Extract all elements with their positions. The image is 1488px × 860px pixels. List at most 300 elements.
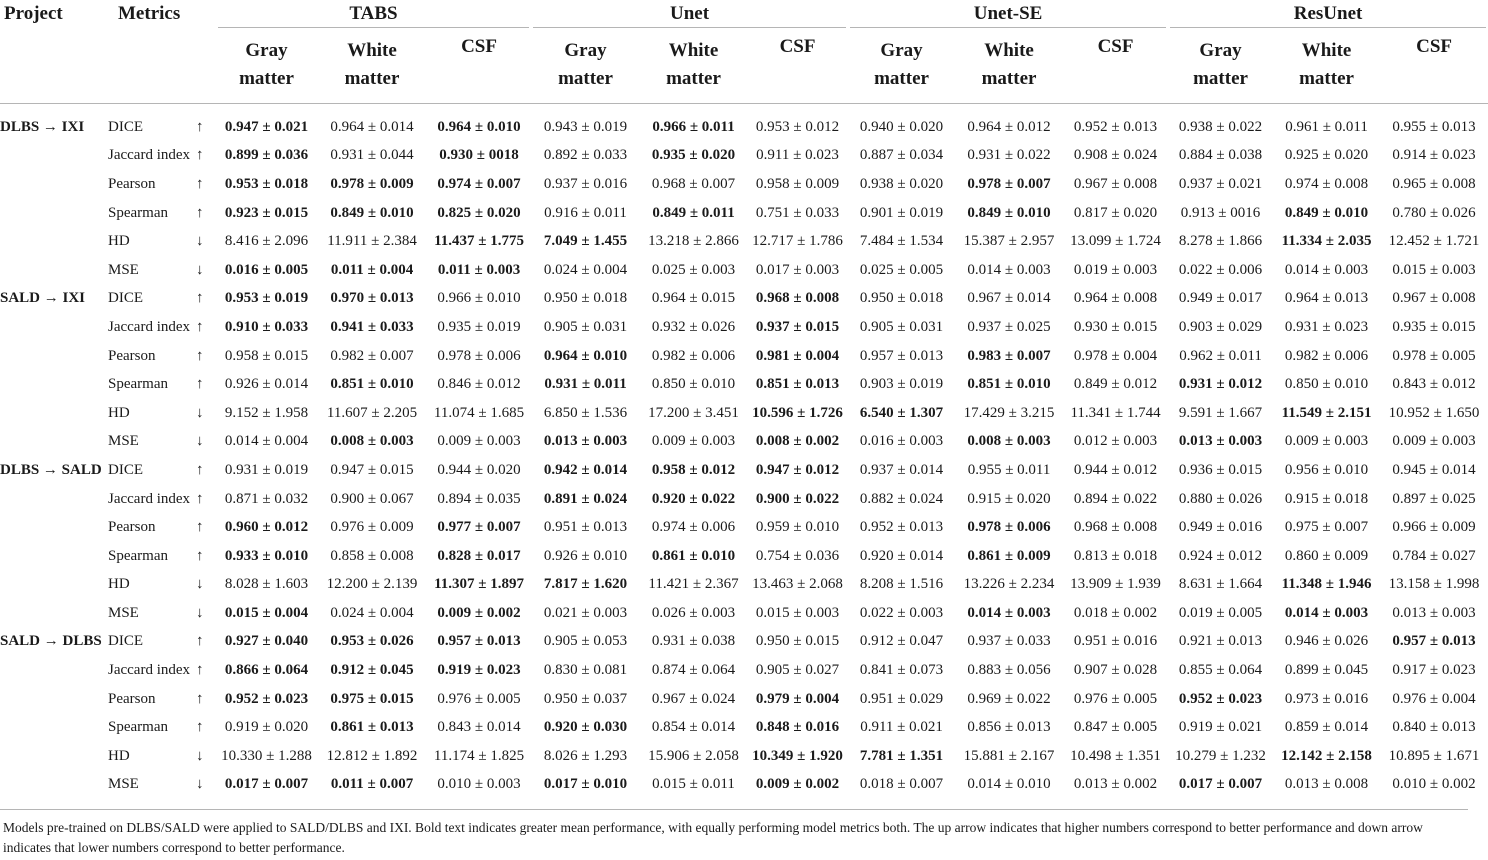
value-cell: 0.976 ± 0.005 bbox=[1073, 690, 1158, 707]
value-cell: 0.935 ± 0.019 bbox=[437, 318, 521, 335]
metric-cell: Pearson bbox=[108, 175, 156, 192]
arrow-up-icon: ↑ bbox=[196, 290, 204, 307]
value-cell: 10.895 ± 1.671 bbox=[1388, 747, 1480, 764]
project-cell: DLBS → SALD bbox=[0, 461, 102, 478]
value-cell: 12.717 ± 1.786 bbox=[752, 233, 843, 250]
arrow-down-icon: ↓ bbox=[196, 261, 204, 278]
header-subcolumn-line1: CSF bbox=[461, 36, 497, 57]
value-cell: 0.978 ± 0.004 bbox=[1073, 347, 1158, 364]
value-cell: 0.933 ± 0.010 bbox=[224, 547, 309, 564]
value-cell: 0.920 ± 0.022 bbox=[651, 490, 736, 507]
value-cell: 0.907 ± 0.028 bbox=[1073, 662, 1158, 679]
value-cell: 0.950 ± 0.037 bbox=[543, 690, 628, 707]
value-cell: 0.013 ± 0.003 bbox=[1178, 433, 1263, 450]
value-cell: 0.932 ± 0.026 bbox=[651, 318, 736, 335]
project-cell bbox=[0, 170, 108, 199]
value-cell: 0.851 ± 0.010 bbox=[330, 376, 414, 393]
value-cell: 0.970 ± 0.013 bbox=[330, 290, 414, 307]
value-cell: 0.931 ± 0.011 bbox=[544, 376, 627, 393]
value-cell: 0.913 ± 0016 bbox=[1180, 204, 1261, 221]
value-cell: 0.014 ± 0.003 bbox=[967, 261, 1051, 278]
value-cell: 0.017 ± 0.007 bbox=[1178, 776, 1263, 793]
value-cell: 0.026 ± 0.003 bbox=[651, 604, 736, 621]
header-subcolumn-line1: White bbox=[984, 40, 1034, 62]
value-cell: 15.906 ± 2.058 bbox=[648, 747, 739, 764]
metric-cell: DICE bbox=[108, 461, 143, 478]
value-cell: 0.979 ± 0.004 bbox=[755, 690, 840, 707]
header-subcolumn-line1: Gray bbox=[880, 40, 923, 62]
value-cell: 0.942 ± 0.014 bbox=[543, 461, 628, 478]
metric-cell: Spearman bbox=[108, 204, 168, 221]
value-cell: 0.926 ± 0.010 bbox=[543, 547, 628, 564]
value-cell: 0.951 ± 0.013 bbox=[543, 519, 628, 536]
value-cell: 0.940 ± 0.020 bbox=[859, 118, 944, 135]
header-subcolumn-line2: matter bbox=[1193, 68, 1248, 90]
value-cell: 0.855 ± 0.064 bbox=[1178, 662, 1263, 679]
value-cell: 0.849 ± 0.010 bbox=[1284, 204, 1369, 221]
value-cell: 0.976 ± 0.005 bbox=[437, 690, 521, 707]
value-cell: 0.915 ± 0.020 bbox=[967, 490, 1051, 507]
metric-cell: Pearson bbox=[108, 519, 156, 536]
value-cell: 11.334 ± 2.035 bbox=[1281, 233, 1372, 250]
value-cell: 0.962 ± 0.011 bbox=[1179, 347, 1262, 364]
header-group-resunet: ResUnet bbox=[1168, 0, 1488, 28]
project-cell bbox=[0, 771, 108, 800]
metric-cell: HD bbox=[108, 404, 130, 421]
value-cell: 0.899 ± 0.036 bbox=[224, 147, 309, 164]
value-cell: 7.817 ± 1.620 bbox=[543, 576, 628, 593]
arrow-down-icon: ↓ bbox=[196, 404, 204, 421]
metric-cell: HD bbox=[108, 233, 130, 250]
value-cell: 0.953 ± 0.019 bbox=[224, 290, 309, 307]
header-group-unet-se: Unet-SE bbox=[848, 0, 1168, 28]
value-cell: 0.009 ± 0.002 bbox=[437, 604, 521, 621]
arrow-up-icon: ↑ bbox=[196, 376, 204, 393]
value-cell: 0.908 ± 0.024 bbox=[1073, 147, 1158, 164]
header-subcolumn-line2: matter bbox=[239, 68, 294, 90]
project-cell: SALD → IXI bbox=[0, 290, 86, 307]
value-cell: 0.977 ± 0.007 bbox=[437, 519, 521, 536]
value-cell: 11.911 ± 2.384 bbox=[327, 233, 417, 250]
project-cell bbox=[0, 513, 108, 542]
value-cell: 0.011 ± 0.007 bbox=[330, 776, 414, 793]
value-cell: 0.921 ± 0.013 bbox=[1178, 633, 1263, 650]
value-cell: 0.920 ± 0.014 bbox=[859, 547, 944, 564]
value-cell: 0.978 ± 0.006 bbox=[967, 519, 1051, 536]
value-cell: 0.891 ± 0.024 bbox=[543, 490, 628, 507]
value-cell: 10.596 ± 1.726 bbox=[752, 404, 843, 421]
value-cell: 0.010 ± 0.003 bbox=[437, 776, 521, 793]
header-metrics: Metrics bbox=[118, 3, 181, 24]
metric-cell: Jaccard index bbox=[108, 662, 191, 679]
value-cell: 0.973 ± 0.016 bbox=[1284, 690, 1369, 707]
value-cell: 11.074 ± 1.685 bbox=[433, 404, 525, 421]
value-cell: 0.015 ± 0.003 bbox=[755, 604, 840, 621]
value-cell: 7.484 ± 1.534 bbox=[859, 233, 944, 250]
value-cell: 0.959 ± 0.010 bbox=[755, 519, 840, 536]
value-cell: 0.919 ± 0.020 bbox=[224, 719, 309, 736]
value-cell: 0.017 ± 0.003 bbox=[755, 261, 840, 278]
value-cell: 0.850 ± 0.010 bbox=[651, 376, 736, 393]
value-cell: 0.858 ± 0.008 bbox=[330, 547, 414, 564]
value-cell: 0.018 ± 0.002 bbox=[1073, 604, 1158, 621]
value-cell: 0.960 ± 0.012 bbox=[224, 519, 309, 536]
table-row bbox=[0, 227, 1488, 256]
value-cell: 0.910 ± 0.033 bbox=[224, 318, 309, 335]
value-cell: 10.279 ± 1.232 bbox=[1175, 747, 1266, 764]
value-cell: 0.938 ± 0.020 bbox=[859, 175, 944, 192]
value-cell: 0.015 ± 0.004 bbox=[224, 604, 309, 621]
value-cell: 0.883 ± 0.056 bbox=[967, 662, 1051, 679]
value-cell: 0.953 ± 0.012 bbox=[755, 118, 840, 135]
arrow-down-icon: ↓ bbox=[196, 747, 204, 764]
project-cell bbox=[0, 742, 108, 771]
value-cell: 0.013 ± 0.002 bbox=[1073, 776, 1158, 793]
value-cell: 0.847 ± 0.005 bbox=[1073, 719, 1158, 736]
value-cell: 0.017 ± 0.010 bbox=[543, 776, 628, 793]
value-cell: 0.920 ± 0.030 bbox=[543, 719, 628, 736]
table-row bbox=[0, 142, 1488, 171]
header-subcolumn-line1: CSF bbox=[779, 36, 816, 57]
value-cell: 0.975 ± 0.007 bbox=[1284, 519, 1369, 536]
table-row bbox=[0, 571, 1488, 600]
value-cell: 0.894 ± 0.035 bbox=[437, 490, 521, 507]
value-cell: 0.978 ± 0.006 bbox=[437, 347, 521, 364]
metric-cell: Pearson bbox=[108, 347, 156, 364]
value-cell: 0.931 ± 0.012 bbox=[1178, 376, 1263, 393]
table-row bbox=[0, 170, 1488, 199]
value-cell: 0.916 ± 0.011 bbox=[544, 204, 627, 221]
header-subcolumn bbox=[955, 28, 1063, 103]
project-cell bbox=[0, 656, 108, 685]
header-subcolumn bbox=[640, 28, 747, 103]
table-row bbox=[0, 599, 1488, 628]
table-row bbox=[0, 428, 1488, 457]
header-subcolumn-line2 bbox=[747, 61, 848, 89]
value-cell: 0.964 ± 0.012 bbox=[967, 118, 1051, 135]
value-cell: 0.911 ± 0.023 bbox=[756, 147, 839, 164]
value-cell: 0.021 ± 0.003 bbox=[543, 604, 628, 621]
value-cell: 10.952 ± 1.650 bbox=[1388, 404, 1480, 421]
value-cell: 6.540 ± 1.307 bbox=[859, 404, 944, 421]
value-cell: 6.850 ± 1.536 bbox=[543, 404, 628, 421]
value-cell: 0.931 ± 0.022 bbox=[967, 147, 1051, 164]
value-cell: 0.950 ± 0.018 bbox=[859, 290, 944, 307]
header-subcolumn-line1: Gray bbox=[1199, 40, 1242, 62]
header-blank bbox=[0, 28, 216, 103]
arrow-down-icon: ↓ bbox=[196, 604, 204, 621]
value-cell: 0.828 ± 0.017 bbox=[437, 547, 521, 564]
value-cell: 0.915 ± 0.018 bbox=[1284, 490, 1369, 507]
header-subcolumn-line2 bbox=[1380, 61, 1488, 89]
header-subcolumn bbox=[1380, 28, 1488, 103]
value-cell: 0.009 ± 0.003 bbox=[651, 433, 736, 450]
metric-cell: Spearman bbox=[108, 376, 168, 393]
metric-cell: MSE bbox=[108, 604, 139, 621]
value-cell: 0.938 ± 0.022 bbox=[1178, 118, 1263, 135]
value-cell: 0.860 ± 0.009 bbox=[1284, 547, 1369, 564]
arrow-up-icon: ↑ bbox=[196, 519, 204, 536]
value-cell: 12.142 ± 2.158 bbox=[1281, 747, 1372, 764]
value-cell: 0.008 ± 0.002 bbox=[755, 433, 840, 450]
metric-cell: Jaccard index bbox=[108, 490, 191, 507]
value-cell: 0.905 ± 0.027 bbox=[755, 662, 840, 679]
value-cell: 13.218 ± 2.866 bbox=[648, 233, 739, 250]
value-cell: 0.978 ± 0.005 bbox=[1392, 347, 1476, 364]
metric-cell: Pearson bbox=[108, 690, 156, 707]
value-cell: 0.953 ± 0.018 bbox=[224, 175, 309, 192]
value-cell: 0.937 ± 0.021 bbox=[1178, 175, 1263, 192]
value-cell: 0.008 ± 0.003 bbox=[967, 433, 1051, 450]
value-cell: 0.931 ± 0.044 bbox=[330, 147, 414, 164]
value-cell: 0.861 ± 0.013 bbox=[330, 719, 414, 736]
value-cell: 0.780 ± 0.026 bbox=[1392, 204, 1476, 221]
value-cell: 0.849 ± 0.010 bbox=[967, 204, 1051, 221]
value-cell: 0.024 ± 0.004 bbox=[543, 261, 628, 278]
value-cell: 0.976 ± 0.009 bbox=[330, 519, 414, 536]
value-cell: 8.208 ± 1.516 bbox=[859, 576, 944, 593]
value-cell: 0.846 ± 0.012 bbox=[437, 376, 521, 393]
value-cell: 0.841 ± 0.073 bbox=[859, 662, 944, 679]
value-cell: 0.849 ± 0.011 bbox=[652, 204, 735, 221]
value-cell: 0.957 ± 0.013 bbox=[1392, 633, 1476, 650]
value-cell: 0.964 ± 0.008 bbox=[1073, 290, 1158, 307]
value-cell: 12.452 ± 1.721 bbox=[1388, 233, 1480, 250]
header-group-unet: Unet bbox=[531, 0, 848, 28]
value-cell: 0.955 ± 0.013 bbox=[1392, 118, 1476, 135]
header-subcolumn-line2: matter bbox=[666, 68, 721, 90]
value-cell: 0.944 ± 0.020 bbox=[437, 461, 521, 478]
project-cell bbox=[0, 399, 108, 428]
value-cell: 0.851 ± 0.010 bbox=[967, 376, 1051, 393]
value-cell: 0.950 ± 0.018 bbox=[543, 290, 628, 307]
value-cell: 0.861 ± 0.009 bbox=[967, 547, 1051, 564]
arrow-up-icon: ↑ bbox=[196, 490, 204, 507]
value-cell: 0.012 ± 0.003 bbox=[1073, 433, 1158, 450]
value-cell: 0.912 ± 0.047 bbox=[859, 633, 944, 650]
value-cell: 11.348 ± 1.946 bbox=[1281, 576, 1372, 593]
value-cell: 8.278 ± 1.866 bbox=[1178, 233, 1263, 250]
value-cell: 0.936 ± 0.015 bbox=[1178, 461, 1263, 478]
value-cell: 11.437 ± 1.775 bbox=[434, 233, 524, 250]
value-cell: 0.964 ± 0.015 bbox=[651, 290, 736, 307]
header-subcolumn bbox=[848, 28, 955, 103]
value-cell: 0.894 ± 0.022 bbox=[1073, 490, 1158, 507]
value-cell: 0.849 ± 0.012 bbox=[1073, 376, 1158, 393]
value-cell: 0.849 ± 0.010 bbox=[330, 204, 414, 221]
value-cell: 0.967 ± 0.024 bbox=[651, 690, 736, 707]
value-cell: 7.049 ± 1.455 bbox=[543, 233, 628, 250]
project-cell bbox=[0, 485, 108, 514]
value-cell: 0.919 ± 0.023 bbox=[437, 662, 521, 679]
value-cell: 12.200 ± 2.139 bbox=[326, 576, 418, 593]
value-cell: 11.421 ± 2.367 bbox=[648, 576, 739, 593]
value-cell: 0.947 ± 0.012 bbox=[755, 461, 840, 478]
project-cell bbox=[0, 256, 108, 285]
value-cell: 0.935 ± 0.015 bbox=[1392, 318, 1476, 335]
project-cell bbox=[0, 370, 108, 399]
table-row bbox=[0, 742, 1488, 771]
value-cell: 0.014 ± 0.010 bbox=[967, 776, 1051, 793]
value-cell: 0.953 ± 0.026 bbox=[330, 633, 414, 650]
value-cell: 8.416 ± 2.096 bbox=[224, 233, 309, 250]
value-cell: 0.976 ± 0.004 bbox=[1392, 690, 1476, 707]
value-cell: 0.887 ± 0.034 bbox=[859, 147, 944, 164]
value-cell: 0.952 ± 0.023 bbox=[224, 690, 309, 707]
metric-cell: DICE bbox=[108, 290, 143, 307]
value-cell: 11.307 ± 1.897 bbox=[434, 576, 524, 593]
value-cell: 0.925 ± 0.020 bbox=[1284, 147, 1369, 164]
table-bottom-rule bbox=[0, 809, 1468, 810]
value-cell: 10.498 ± 1.351 bbox=[1070, 747, 1161, 764]
value-cell: 10.330 ± 1.288 bbox=[221, 747, 312, 764]
arrow-down-icon: ↓ bbox=[196, 576, 204, 593]
value-cell: 13.463 ± 2.068 bbox=[752, 576, 843, 593]
value-cell: 17.429 ± 3.215 bbox=[963, 404, 1055, 421]
arrow-up-icon: ↑ bbox=[196, 318, 204, 335]
project-cell: SALD → DLBS bbox=[0, 633, 102, 650]
header-subcolumn-line2 bbox=[427, 61, 531, 89]
value-cell: 0.966 ± 0.011 bbox=[652, 118, 735, 135]
project-cell bbox=[0, 428, 108, 457]
value-cell: 10.349 ± 1.920 bbox=[752, 747, 843, 764]
value-cell: 0.014 ± 0.004 bbox=[224, 433, 309, 450]
table-row bbox=[0, 685, 1488, 714]
value-cell: 0.951 ± 0.029 bbox=[859, 690, 944, 707]
table-row bbox=[0, 456, 1488, 485]
arrow-up-icon: ↑ bbox=[196, 118, 204, 135]
value-cell: 12.812 ± 1.892 bbox=[326, 747, 418, 764]
table-row bbox=[0, 656, 1488, 685]
value-cell: 0.967 ± 0.008 bbox=[1073, 175, 1158, 192]
value-cell: 0.967 ± 0.014 bbox=[967, 290, 1051, 307]
project-cell bbox=[0, 342, 108, 371]
value-cell: 0.949 ± 0.016 bbox=[1178, 519, 1263, 536]
metric-cell: DICE bbox=[108, 118, 143, 135]
value-cell: 0.024 ± 0.004 bbox=[330, 604, 414, 621]
value-cell: 0.018 ± 0.007 bbox=[859, 776, 944, 793]
value-cell: 0.931 ± 0.019 bbox=[224, 461, 309, 478]
value-cell: 0.892 ± 0.033 bbox=[543, 147, 628, 164]
header-subcolumn-line1: White bbox=[347, 40, 397, 62]
value-cell: 0.978 ± 0.009 bbox=[330, 175, 414, 192]
arrow-up-icon: ↑ bbox=[196, 690, 204, 707]
value-cell: 0.924 ± 0.012 bbox=[1178, 547, 1263, 564]
table-row bbox=[0, 256, 1488, 285]
value-cell: 0.968 ± 0.008 bbox=[1073, 519, 1158, 536]
header-subcolumn-line1: CSF bbox=[1416, 36, 1452, 57]
value-cell: 0.927 ± 0.040 bbox=[224, 633, 309, 650]
arrow-down-icon: ↓ bbox=[196, 433, 204, 450]
value-cell: 0.955 ± 0.011 bbox=[967, 461, 1051, 478]
value-cell: 0.966 ± 0.009 bbox=[1392, 519, 1476, 536]
value-cell: 0.967 ± 0.008 bbox=[1392, 290, 1476, 307]
arrow-up-icon: ↑ bbox=[196, 719, 204, 736]
value-cell: 0.982 ± 0.006 bbox=[651, 347, 736, 364]
metric-cell: Spearman bbox=[108, 547, 168, 564]
value-cell: 0.930 ± 0.015 bbox=[1073, 318, 1158, 335]
table-row bbox=[0, 113, 1488, 142]
arrow-up-icon: ↑ bbox=[196, 204, 204, 221]
value-cell: 13.909 ± 1.939 bbox=[1070, 576, 1161, 593]
value-cell: 0.900 ± 0.022 bbox=[755, 490, 840, 507]
table-row bbox=[0, 628, 1488, 657]
value-cell: 0.019 ± 0.003 bbox=[1073, 261, 1158, 278]
value-cell: 0.850 ± 0.010 bbox=[1284, 376, 1369, 393]
table-row bbox=[0, 313, 1488, 342]
header-subcolumn bbox=[427, 28, 531, 103]
header-subcolumn-line1: Gray bbox=[564, 40, 607, 62]
value-cell: 0.011 ± 0.003 bbox=[437, 261, 521, 278]
value-cell: 0.926 ± 0.014 bbox=[224, 376, 309, 393]
value-cell: 0.923 ± 0.015 bbox=[224, 204, 309, 221]
value-cell: 0.914 ± 0.023 bbox=[1392, 147, 1476, 164]
table-row bbox=[0, 370, 1488, 399]
value-cell: 0.947 ± 0.021 bbox=[224, 118, 309, 135]
header-subcolumn-line1: White bbox=[668, 40, 719, 62]
value-cell: 0.813 ± 0.018 bbox=[1073, 547, 1158, 564]
value-cell: 0.919 ± 0.021 bbox=[1178, 719, 1263, 736]
value-cell: 0.947 ± 0.015 bbox=[330, 461, 414, 478]
header-subcolumn bbox=[1063, 28, 1168, 103]
value-cell: 0.014 ± 0.003 bbox=[1284, 261, 1369, 278]
value-cell: 0.015 ± 0.011 bbox=[652, 776, 735, 793]
value-cell: 11.174 ± 1.825 bbox=[433, 747, 525, 764]
value-cell: 0.008 ± 0.003 bbox=[330, 433, 414, 450]
project-cell bbox=[0, 713, 108, 742]
value-cell: 0.022 ± 0.003 bbox=[859, 604, 944, 621]
table-row bbox=[0, 399, 1488, 428]
header-subcolumn-line2: matter bbox=[1299, 68, 1354, 90]
value-cell: 0.917 ± 0.023 bbox=[1392, 662, 1476, 679]
value-cell: 0.949 ± 0.017 bbox=[1178, 290, 1263, 307]
header-project: Project bbox=[4, 3, 63, 24]
value-cell: 0.025 ± 0.005 bbox=[859, 261, 944, 278]
value-cell: 15.387 ± 2.957 bbox=[963, 233, 1055, 250]
header-subcolumn bbox=[531, 28, 640, 103]
value-cell: 0.784 ± 0.027 bbox=[1392, 547, 1476, 564]
value-cell: 0.014 ± 0.003 bbox=[1284, 604, 1369, 621]
value-cell: 8.028 ± 1.603 bbox=[224, 576, 309, 593]
value-cell: 0.964 ± 0.014 bbox=[330, 118, 414, 135]
table-row bbox=[0, 485, 1488, 514]
value-cell: 0.968 ± 0.008 bbox=[755, 290, 840, 307]
value-cell: 0.013 ± 0.003 bbox=[543, 433, 628, 450]
value-cell: 0.848 ± 0.016 bbox=[755, 719, 840, 736]
value-cell: 0.952 ± 0.013 bbox=[859, 519, 944, 536]
value-cell: 0.957 ± 0.013 bbox=[437, 633, 521, 650]
metric-cell: HD bbox=[108, 576, 130, 593]
value-cell: 0.013 ± 0.008 bbox=[1284, 776, 1369, 793]
metric-cell: MSE bbox=[108, 261, 139, 278]
value-cell: 0.903 ± 0.029 bbox=[1178, 318, 1263, 335]
value-cell: 0.969 ± 0.022 bbox=[967, 690, 1051, 707]
value-cell: 0.859 ± 0.014 bbox=[1284, 719, 1369, 736]
project-cell bbox=[0, 571, 108, 600]
table-row bbox=[0, 199, 1488, 228]
value-cell: 0.016 ± 0.003 bbox=[859, 433, 944, 450]
value-cell: 0.897 ± 0.025 bbox=[1392, 490, 1476, 507]
header-subcolumn-line1: CSF bbox=[1097, 36, 1134, 57]
value-cell: 0.931 ± 0.038 bbox=[651, 633, 736, 650]
project-cell bbox=[0, 142, 108, 171]
value-cell: 0.966 ± 0.010 bbox=[437, 290, 521, 307]
value-cell: 0.968 ± 0.007 bbox=[651, 175, 736, 192]
value-cell: 0.958 ± 0.012 bbox=[651, 461, 736, 478]
value-cell: 0.901 ± 0.019 bbox=[859, 204, 944, 221]
value-cell: 0.866 ± 0.064 bbox=[224, 662, 309, 679]
value-cell: 0.817 ± 0.020 bbox=[1073, 204, 1158, 221]
